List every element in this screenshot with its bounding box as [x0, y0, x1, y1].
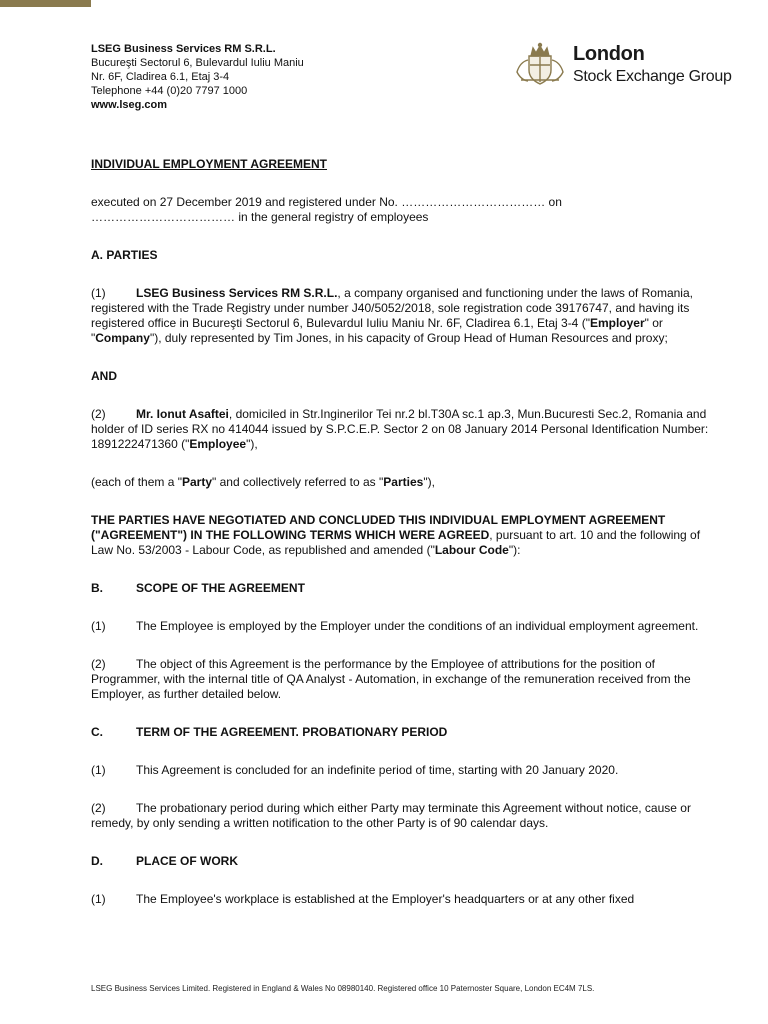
telephone: Telephone +44 (0)20 7797 1000 [91, 85, 248, 97]
logo-word-london: London [573, 43, 645, 65]
party-2-paragraph [91, 407, 721, 452]
party-1-number: (1) [91, 286, 106, 300]
negotiated-bold-text: THE PARTIES HAVE NEGOTIATED AND CONCLUDED THIS INDIVIDUAL EMPLOYMENT AGREEMENT ("AGREEMENT") IN THE FOLLOWING TERMS WHICH WERE AGREED [91, 513, 666, 542]
clause-number: (1) [91, 763, 106, 777]
section-c-title: TERM OF THE AGREEMENT. PROBATIONARY PERIOD [136, 725, 448, 739]
definition-text: (each of them a " [91, 475, 182, 489]
clause-number: (1) [91, 892, 106, 906]
party-2-text: , domiciled in Str.Inginerilor Tei nr.2 bl.T30A sc.1 ap.3, Mun.Bucuresti Sec.2, Romania and holder of ID series RX no 414044 issued by S.P.C.E.P. Sector 2 on 08 January 2014 Personal Identification Number: 1891222471360 (" [91, 407, 709, 451]
employee-term: Employee [189, 437, 247, 451]
party-1-text: " or " [91, 316, 663, 345]
negotiated-text: "): [508, 543, 521, 557]
party-1-text: , a company organised and functioning under the laws of Romania, registered with the Trade Registry under number J40/5052/2018, sole registration code 39176747, and having its registered office in Bucureşti Sectorul 6, Bulevardul Iuliu Maniu Nr. 6F, Cladirea 6.1, Etaj 3-4 (" [91, 286, 693, 330]
clause-c2 [91, 801, 721, 831]
section-b-letter: B. [91, 581, 103, 595]
executed-line-2: ……………………………… in the general registry of employees [91, 210, 429, 224]
negotiated-paragraph [91, 513, 721, 558]
section-b-title: SCOPE OF THE AGREEMENT [136, 581, 305, 595]
clause-number: (2) [91, 801, 106, 815]
and-label: AND [91, 369, 117, 383]
clause-c1 [91, 763, 721, 778]
section-d-title: PLACE OF WORK [136, 854, 238, 868]
company-address-block [91, 42, 304, 112]
executed-line-1: executed on 27 December 2019 and registered under No. ……………………………… on [91, 195, 562, 209]
labour-code-term: Labour Code [434, 543, 509, 557]
company-name: LSEG Business Services RM S.R.L. [91, 43, 276, 55]
section-c-heading [91, 725, 721, 740]
website-link[interactable]: www.lseg.com [91, 99, 168, 111]
party-1-paragraph [91, 286, 721, 346]
section-c-letter: C. [91, 725, 103, 739]
clause-d1 [91, 892, 721, 907]
clause-number: (2) [91, 657, 106, 671]
section-d-letter: D. [91, 854, 103, 868]
clause-text: The probationary period during which either Party may terminate this Agreement without notice, cause or remedy, by only sending a written notification to the other Party is of 90 calendar days. [91, 801, 691, 830]
clause-text: The Employee's workplace is established at the Employer's headquarters or at any other fixed [136, 892, 635, 906]
section-a-heading: A. PARTIES [91, 248, 158, 262]
company-term: Company [95, 331, 150, 345]
page-footer: LSEG Business Services Limited. Registered in England & Wales No 08980140. Registered office 10 Paternoster Square, London EC4M 7LS. [91, 984, 595, 993]
agreement-body [91, 157, 721, 907]
top-accent-bar [0, 0, 91, 7]
clause-b2 [91, 657, 721, 702]
executed-paragraph [91, 195, 721, 225]
party-2-name: Mr. Ionut Asaftei [136, 407, 229, 421]
employer-term: Employer [589, 316, 645, 330]
parties-term: Parties [383, 475, 424, 489]
logo-word-group: Stock Exchange Group [573, 68, 732, 85]
crest-icon [511, 40, 569, 88]
address-line-1: Bucureşti Sectorul 6, Bulevardul Iuliu Maniu [91, 57, 304, 69]
party-2-text: "), [246, 437, 258, 451]
clause-number: (1) [91, 619, 106, 633]
clause-b1 [91, 619, 721, 634]
section-b-heading [91, 581, 721, 596]
negotiated-text: , pursuant to art. 10 and the following of Law No. 53/2003 - Labour Code, as republished and amended (" [91, 528, 701, 557]
party-2-number: (2) [91, 407, 106, 421]
party-1-name: LSEG Business Services RM S.R.L. [136, 286, 338, 300]
clause-text: The object of this Agreement is the performance by the Employee of attributions for the position of Programmer, with the internal title of QA Analyst - Automation, in exchange of the remuneration received from the Employer, as further detailed below. [91, 657, 691, 701]
lseg-logo [511, 40, 732, 88]
clause-text: This Agreement is concluded for an indefinite period of time, starting with 20 January 2020. [136, 763, 619, 777]
section-d-heading [91, 854, 721, 869]
definition-text: " and collectively referred to as " [212, 475, 384, 489]
definition-text: "), [423, 475, 435, 489]
party-1-text: "), duly represented by Tim Jones, in his capacity of Group Head of Human Resources and proxy; [149, 331, 668, 345]
parties-definition [91, 475, 721, 490]
party-term: Party [181, 475, 213, 489]
address-line-2: Nr. 6F, Cladirea 6.1, Etaj 3-4 [91, 71, 230, 83]
clause-text: The Employee is employed by the Employer under the conditions of an individual employment agreement. [136, 619, 699, 633]
document-title: INDIVIDUAL EMPLOYMENT AGREEMENT [91, 157, 328, 171]
